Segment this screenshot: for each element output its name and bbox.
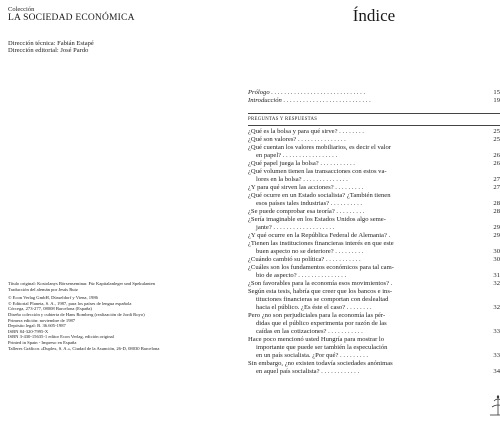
toc-entries [248, 128, 500, 376]
imprint-line: ISBN 3-430-15635-1 editor Econ Verlag, edición original [8, 334, 114, 340]
toc-entry-line: ¿Qué ocurre en un Estado socialista? ¿También tienen [248, 192, 391, 199]
toc-page-number: 32 [493, 304, 500, 311]
toc-entry-label [248, 208, 486, 216]
toc-entry-continuation: tituciones financieras se comportan con deslealtad [256, 296, 389, 303]
toc-entry [248, 312, 500, 336]
section-heading: PREGUNTAS Y RESPUESTAS [248, 117, 318, 122]
toc-entry [248, 256, 500, 264]
toc-entry-label [248, 128, 486, 136]
toc-entry-line: ¿Cuándo cambió su política? . . . . . . . . . . . [248, 256, 361, 263]
toc-entry-prologue [248, 89, 500, 97]
toc-page-number: 31 [493, 272, 500, 279]
toc-entry-line: ¿Qué es la bolsa y para qué sirve? . . . . . . . . [248, 128, 364, 135]
toc-page-number: 30 [493, 248, 500, 255]
toc-entry [248, 160, 500, 168]
imprint-block [8, 281, 244, 351]
collection-name: LA SOCIEDAD ECONÓMICA [8, 13, 135, 23]
toc-page-number: 15 [493, 89, 500, 96]
toc-entry [248, 144, 500, 160]
toc-page-number: 30 [493, 256, 500, 263]
toc-page-number: 26 [493, 160, 500, 167]
toc-page-number: 29 [493, 224, 500, 231]
toc-page-number: 25 [493, 136, 500, 143]
toc-page-number: 26 [493, 152, 500, 159]
toc-entry [248, 216, 500, 232]
right-page [248, 0, 500, 422]
toc-entry [248, 232, 500, 240]
toc-page-number: 28 [493, 208, 500, 215]
toc-entry [248, 168, 500, 184]
toc-entry-label [248, 160, 486, 168]
toc-entry [248, 280, 500, 288]
toc-page-number: 27 [493, 184, 500, 191]
section-divider-bottom [248, 125, 500, 126]
spacer [248, 105, 500, 111]
toc-entry-introduction [248, 97, 500, 105]
toc-entry [248, 240, 500, 256]
toc-entry [248, 208, 500, 216]
toc-entry-label [248, 136, 486, 144]
editorial-director: Dirección editorial: José Pardo [8, 47, 89, 54]
imprint-line: Diseño colección y cubierta de Hans Romberg (realización de Jordi Royo) [8, 311, 145, 317]
toc-entry-line: ¿Cuáles son los fundamentos económicos para tal cam- [248, 264, 394, 271]
toc-entry-continuation: caídas en las cotizaciones? . . . . . . . . . . . [256, 328, 363, 335]
toc-page-number: 28 [493, 200, 500, 207]
toc-entry-continuation: en papel? . . . . . . . . . . . . . . . . . [256, 152, 338, 159]
toc-entry-label [248, 216, 486, 232]
toc-page-number: 34 [493, 368, 500, 375]
imprint-line: ISBN 84-320-7995-X [8, 328, 49, 334]
toc-entry [248, 336, 500, 360]
imprint-line: Depósito legal: B. 36.605-1987 [8, 323, 66, 329]
toc-page-number: 19 [493, 97, 500, 104]
toc-entry [248, 128, 500, 136]
imprint-line: Printed in Spain - Impreso en España [8, 339, 77, 345]
left-page [0, 0, 248, 422]
section-divider-top [248, 113, 500, 114]
toc-entry-label: Introducción . . . . . . . . . . . . . . . . . . . . . . . . . . . [248, 97, 371, 104]
imprint-line: © Editorial Planeta, S. A., 1987, para los países de lengua española [8, 300, 132, 306]
toc-entry-label [248, 312, 486, 336]
toc-entry-line: Hace poco mencionó usted Hungría para mostrar lo [248, 336, 385, 343]
toc-entry [248, 192, 500, 208]
toc-entry-line: ¿Qué cuentan los valores mobiliarios, es decir el valor [248, 144, 391, 151]
toc-page-number: 25 [493, 128, 500, 135]
toc-page-number: 33 [493, 328, 500, 335]
toc-entry-continuation: hacia el público. ¿Es éste el caso? . . . . . . . . [256, 304, 372, 311]
toc-entry-line: ¿Son favorables para la economía esos movimientos? . [248, 280, 393, 287]
toc-entry-continuation: didas que el público experimenta por razón de las [256, 320, 387, 327]
toc-entry-label [248, 288, 486, 312]
collection-label: Colección [8, 6, 35, 13]
toc-entry-label [248, 240, 486, 256]
toc-entry-label [248, 232, 486, 240]
toc-entry-line: ¿Qué volumen tienen las transacciones con estos va- [248, 168, 387, 175]
toc-entry-line: Según esta tesis, habría que creer que los bancos e ins- [248, 288, 393, 295]
toc-entry-line: Sin embargo, ¿no existen todavía sociedades anónimas [248, 360, 393, 367]
imprint-line: Título original: Kostolanys Börsenseminar. Für Kapitalanleger und Spekulanten [8, 281, 155, 286]
toc-entry-line: ¿Tienen las instituciones financieras interés en que este [248, 240, 394, 247]
toc-entry [248, 288, 500, 312]
toc-entry [248, 264, 500, 280]
toc-entry [248, 360, 500, 376]
toc-entry-continuation: jante? . . . . . . . . . . . . . . . . . . . [256, 224, 335, 231]
toc-entry-continuation: buen aspecto no se deteriore? . . . . . . . . . [256, 248, 364, 255]
toc-entry-continuation: en un país socialista. ¿Por qué? . . . . . . . . . [256, 352, 369, 359]
toc-entry-line: ¿Qué papel juega la bolsa? . . . . . . . . . . . [248, 160, 355, 167]
toc-entry-label [248, 256, 486, 264]
toc-entry-label [248, 192, 486, 208]
toc-page-number: 33 [493, 352, 500, 359]
toc-entry-continuation: lores en la bolsa? . . . . . . . . . . . . . . [256, 176, 348, 183]
toc-entry-label [248, 144, 486, 160]
imprint-line: Córcega, 273-277, 08008 Barcelona (España) [8, 306, 92, 312]
toc-entry-continuation: en aquel país socialista? . . . . . . . . . . . . [256, 368, 360, 375]
toc-entry [248, 184, 500, 192]
toc-entry-line: ¿Y qué ocurre en la República Federal de Alemania? . [248, 232, 391, 239]
imprint-line: Talleres Gráficos «Duplex, S. A.», Ciudad de la Asunción, 26-D, 08030 Barcelona [8, 345, 160, 351]
toc-page-number: 27 [493, 176, 500, 183]
toc-entry-line: ¿Sería imaginable en los Estados Unidos algo seme- [248, 216, 386, 223]
printer-ornament-icon [484, 393, 500, 419]
toc-entry-label [248, 184, 486, 192]
toc-page-number: 32 [493, 280, 500, 287]
imprint-line: Primera edición: noviembre de 1987 [8, 317, 76, 323]
toc-entry-continuation: esos países tales industrias? . . . . . . . . . . [256, 200, 363, 207]
toc-entry-label [248, 168, 486, 184]
index-title: Índice [352, 6, 396, 25]
toc-entry-label [248, 280, 486, 288]
toc-entry-line: Pero ¿no son perjudiciales para la economía las pér- [248, 312, 386, 319]
imprint-line: Traducción del alemán por Jesús Ruiz [8, 286, 78, 292]
imprint-line: © Econ Verlag GmbH, Düsseldorf y Viena, 1986 [8, 295, 98, 301]
toc-entry-line: ¿Se puede comprobar esa teoría? . . . . . . . . . [248, 208, 365, 215]
toc-entry-label [248, 264, 486, 280]
toc-entry-line: ¿Y para qué sirven las acciones? . . . . . . . . . [248, 184, 364, 191]
toc-entry-line: ¿Qué son valores? . . . . . . . . . . . . . . . [248, 136, 346, 143]
technical-director: Dirección técnica: Fabián Estapé [8, 40, 94, 47]
toc-entry-continuation: bio de aspecto? . . . . . . . . . . . . . . . [256, 272, 347, 279]
toc-entry-label: Prólogo . . . . . . . . . . . . . . . . . . . . . . . . . . . . . [248, 89, 366, 96]
toc-entry-label [248, 336, 486, 360]
toc-entry [248, 136, 500, 144]
toc-entry-continuation: importante que puede ser también la especulación [256, 344, 388, 351]
table-of-contents [248, 89, 500, 376]
toc-page-number: 29 [493, 232, 500, 239]
toc-entry-label [248, 360, 486, 376]
